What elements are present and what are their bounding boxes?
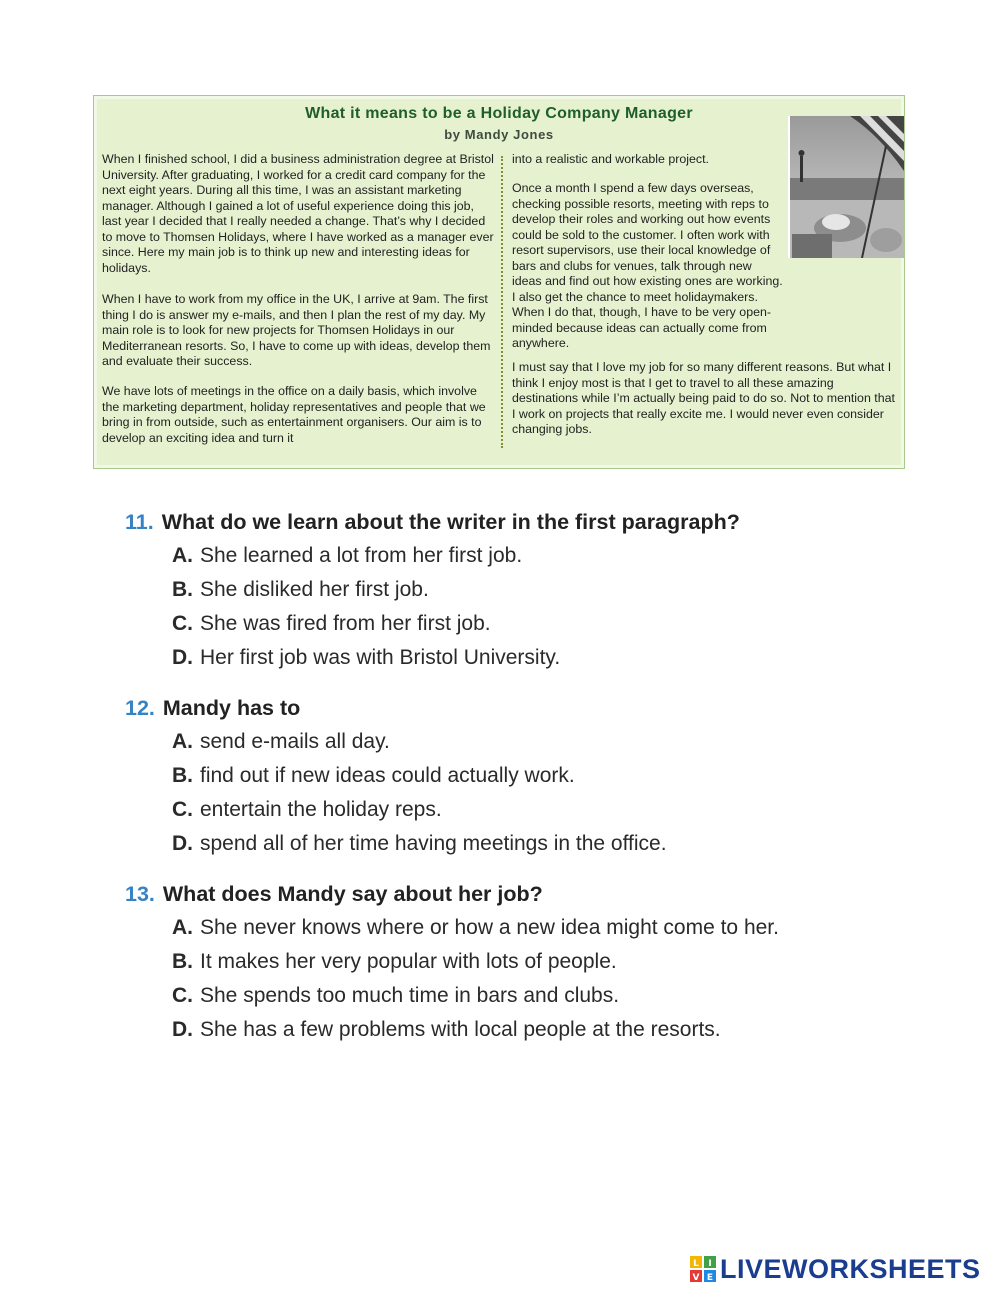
option-text: find out if new ideas could actually work. xyxy=(200,764,575,787)
article-paragraph-2: When I have to work from my office in the UK, I arrive at 9am. The first thing I do is answer my e-mails, and then I plan the rest of my day. My main role is to look for new projects for Thomsen Holidays in our Mediterranean resorts. So, I have to come up with ideas, develop them and evaluate their success. xyxy=(102,292,491,368)
option-letter: A. xyxy=(172,916,193,939)
question-12 xyxy=(125,691,925,861)
option-text: She was fired from her first job. xyxy=(200,612,491,635)
option-letter: D. xyxy=(172,832,193,855)
article-paragraph-1: When I finished school, I did a business administration degree at Bristol University. After graduating, I worked for a credit card company for the next eight years. During all this time, I was an assistant marketing manager. Although I gained a lot of useful experience doing this job, last year I decided that I really needed a change. That’s why I decided to move to Thomsen Holidays, where I have worked as a manager ever since. Here my main job is to think up new and interesting ideas for holidays. xyxy=(102,152,494,275)
option-text: spend all of her time having meetings in the office. xyxy=(200,832,667,855)
column-divider xyxy=(501,156,503,448)
question-number: 13. xyxy=(125,882,155,906)
logo-letter-l: L xyxy=(693,1259,699,1269)
answer-option-d[interactable] xyxy=(125,1013,925,1047)
logo-letter-e: E xyxy=(706,1273,714,1282)
answer-option-d[interactable] xyxy=(125,827,925,861)
option-text: She never knows where or how a new idea might come to her. xyxy=(200,916,779,939)
question-heading xyxy=(125,691,925,725)
option-letter: B. xyxy=(172,578,193,601)
question-heading xyxy=(125,505,925,539)
answer-option-b[interactable] xyxy=(125,573,925,607)
article-paragraph-6: I must say that I love my job for so many different reasons. But what I think I enjoy most is that I get to travel to all these amazing destinations while I’m actually being paid to do so. Not to mention that I work on projects that really excite me. I would never even consider changing jobs. xyxy=(512,360,895,436)
question-number: 12. xyxy=(125,696,155,720)
answer-option-c[interactable] xyxy=(125,607,925,641)
option-letter: C. xyxy=(172,798,193,821)
question-11 xyxy=(125,505,925,675)
question-heading xyxy=(125,877,925,911)
option-text: Her first job was with Bristol University. xyxy=(200,646,561,669)
question-text: What do we learn about the writer in the first paragraph? xyxy=(161,510,740,534)
question-list xyxy=(125,505,925,1063)
beach-umbrella-image xyxy=(790,116,904,258)
logo-letter-v: V xyxy=(692,1273,700,1282)
article-byline: by Mandy Jones xyxy=(444,127,554,142)
option-letter: C. xyxy=(172,984,193,1007)
question-13 xyxy=(125,877,925,1047)
question-number: 11. xyxy=(125,510,154,534)
article-paragraph-3: We have lots of meetings in the office on a daily basis, which involve the marketing department, holiday representatives and people that we bring in from outside, such as entertainment organisers. Our aim is to develop an exciting idea and turn it xyxy=(102,384,486,445)
answer-option-b[interactable] xyxy=(125,759,925,793)
option-letter: B. xyxy=(172,950,193,973)
option-letter: C. xyxy=(172,612,193,635)
question-text: What does Mandy say about her job? xyxy=(162,882,543,906)
answer-option-c[interactable] xyxy=(125,793,925,827)
option-letter: A. xyxy=(172,730,193,753)
article-paragraph-5: Once a month I spend a few days overseas, checking possible resorts, meeting with reps to develop their roles and working out how events could be sold to the customer. I often work with resort supervisors, use their local knowledge of bars and clubs for venues, talk through new ideas and find out how existing ones are working. I also get the chance to meet holidaymakers. When I do that, though, I have to be very open-minded because ideas can actually come from anywhere. xyxy=(512,181,783,350)
answer-option-a[interactable] xyxy=(125,725,925,759)
logo-letter-i: I xyxy=(708,1259,712,1269)
option-text: She spends too much time in bars and clubs. xyxy=(200,984,620,1007)
option-text: entertain the holiday reps. xyxy=(200,798,442,821)
option-text: She disliked her first job. xyxy=(200,578,429,601)
liveworksheets-logo-icon xyxy=(690,1256,716,1282)
option-letter: D. xyxy=(172,646,193,669)
option-text: She has a few problems with local people at the resorts. xyxy=(200,1018,721,1041)
option-text: She learned a lot from her first job. xyxy=(200,544,523,567)
answer-option-b[interactable] xyxy=(125,945,925,979)
answer-option-a[interactable] xyxy=(125,539,925,573)
answer-option-c[interactable] xyxy=(125,979,925,1013)
option-text: It makes her very popular with lots of people. xyxy=(200,950,617,973)
article-title: What it means to be a Holiday Company Manager xyxy=(305,105,693,122)
liveworksheets-brand[interactable] xyxy=(690,1252,981,1286)
reading-article xyxy=(93,95,905,469)
article-paragraph-4: into a realistic and workable project. xyxy=(512,152,709,166)
answer-option-a[interactable] xyxy=(125,911,925,945)
option-letter: D. xyxy=(172,1018,193,1041)
option-text: send e-mails all day. xyxy=(200,730,390,753)
beach-photo xyxy=(788,116,904,258)
brand-name: LIVEWORKSHEETS xyxy=(720,1253,981,1284)
option-letter: A. xyxy=(172,544,193,567)
option-letter: B. xyxy=(172,764,193,787)
question-text: Mandy has to xyxy=(162,696,301,720)
answer-option-d[interactable] xyxy=(125,641,925,675)
